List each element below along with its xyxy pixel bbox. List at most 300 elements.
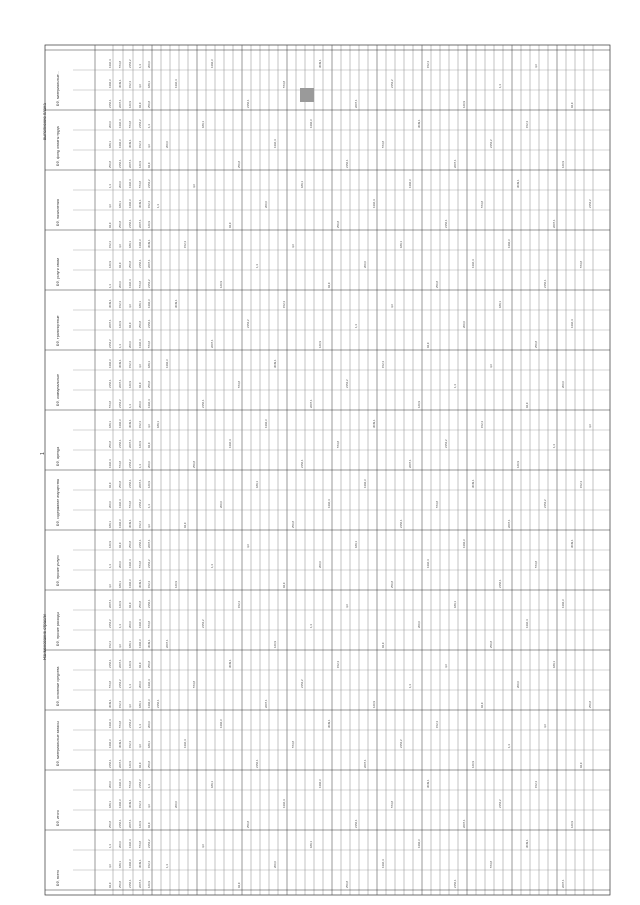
cell-value: 152,3 [525,121,529,128]
cell-value: 250,8 [128,541,132,548]
cell-value: 1366,4 [138,619,142,628]
cell-value: 573,8 [192,681,196,688]
cell-value: 120,9 [147,481,151,488]
cell-value: 1366,4 [570,319,574,328]
cell-value: 250,8 [108,161,112,168]
cell-value: 2156,1 [108,659,112,668]
cell-value: 94,9 [147,162,151,168]
cell-value: 189,1 [108,421,112,428]
cell-value: 152,3 [282,301,286,308]
cell-value: 250,8 [147,661,151,668]
cell-value: 200,0 [147,721,151,728]
cell-value: 1,3 [255,264,259,268]
cell-value: 1366,4 [128,559,132,568]
cell-value: 94,9 [525,402,529,408]
cell-value: 120,9 [174,581,178,588]
cell-value: 573,8 [534,561,538,568]
cell-value: 4,6 [201,844,205,848]
cell-value: 189,1 [108,801,112,808]
cell-value: 2156,1 [453,879,457,888]
cell-value: 1366,4 [108,59,112,68]
cell-value: 94,9 [108,882,112,888]
cell-value: 2156,1 [246,99,250,108]
cell-value: 152,3 [108,641,112,648]
cell-value: 1392,3 [128,859,132,868]
cell-value: 120,9 [138,441,142,448]
cell-value: 4,6 [147,144,151,148]
cell-value: 2156,1 [138,539,142,548]
cell-value: 573,8 [282,81,286,88]
cell-value: 250,8 [118,481,122,488]
cell-value: 189,1 [354,541,358,548]
cell-value: 120,9 [570,821,574,828]
cell-value: 2152,2 [498,799,502,808]
cell-value: 573,8 [138,281,142,288]
cell-value: 2156,1 [147,319,151,328]
cell-value: 1392,3 [147,699,151,708]
cell-value: 120,9 [516,461,520,468]
cell-value: 2152,2 [543,499,547,508]
cell-value: 152,3 [579,481,583,488]
cell-value: 2156,1 [498,579,502,588]
cell-value: 3049,1 [118,359,122,368]
cell-value: 94,9 [480,702,484,708]
cell-value: 2156,1 [108,759,112,768]
cell-value: 3049,1 [118,79,122,88]
cell-value: 4,6 [118,244,122,248]
cell-value: 94,9 [138,662,142,668]
cell-value: 2152,2 [300,679,304,688]
cell-value: 94,9 [228,222,232,228]
cell-value: 94,9 [579,762,583,768]
cell-value: 4,6 [588,424,592,428]
cell-value: 94,9 [147,822,151,828]
cell-value: 1392,3 [138,239,142,248]
cell-value: 1,3 [138,64,142,68]
cell-value: 3049,1 [228,659,232,668]
cell-value: 1392,3 [108,359,112,368]
cell-value: 152,3 [534,781,538,788]
cell-value: 2156,1 [543,279,547,288]
column-header: БФ, всего [56,870,60,886]
cell-value: 189,1 [128,641,132,648]
cell-value: 189,1 [309,841,313,848]
cell-value: 152,3 [435,721,439,728]
cell-value: 2156,1 [108,379,112,388]
cell-value: 2156,1 [118,819,122,828]
cell-value: 200,0 [147,61,151,68]
cell-value: 2156,1 [118,159,122,168]
cell-value: 2607,1 [561,879,565,888]
cell-value: 3049,1 [128,139,132,148]
cell-value: 2607,1 [264,699,268,708]
cell-value: 1366,4 [108,719,112,728]
cell-value: 250,8 [147,381,151,388]
cell-value: 189,1 [210,781,214,788]
cell-value: 152,3 [183,241,187,248]
cell-value: 1,3 [138,724,142,728]
cell-value: 94,9 [327,282,331,288]
cell-value: 3049,1 [128,519,132,528]
cell-value: 152,3 [147,201,151,208]
cell-value: 2607,1 [118,659,122,668]
cell-value: 250,8 [138,601,142,608]
cell-value: 1,3 [408,684,412,688]
cell-value: 200,0 [264,201,268,208]
cell-value: 3049,1 [128,419,132,428]
cell-value: 1392,3 [118,139,122,148]
cell-value: 2607,1 [147,539,151,548]
cell-value: 200,0 [118,561,122,568]
cell-value: 1,3 [156,204,160,208]
cell-value: 250,8 [128,261,132,268]
column-header: БФ, прочие услуги [56,555,60,586]
cell-value: 1,3 [552,444,556,448]
cell-value: 573,8 [118,461,122,468]
cell-value: 2156,1 [444,219,448,228]
cell-value: 1366,4 [372,199,376,208]
cell-value: 3049,1 [118,739,122,748]
cell-value: 120,9 [147,881,151,888]
cell-value: 152,3 [108,241,112,248]
cell-value: 189,1 [201,121,205,128]
cell-value: 2152,2 [138,779,142,788]
cell-value: 152,3 [147,581,151,588]
cell-value: 120,9 [128,381,132,388]
cell-value: 3049,1 [174,299,178,308]
cell-value: 200,0 [516,681,520,688]
cell-value: 152,3 [138,801,142,808]
cell-value: 189,1 [552,661,556,668]
cell-value: 250,8 [390,581,394,588]
cell-value: 189,1 [118,201,122,208]
cell-value: 2152,2 [588,199,592,208]
cell-value: 152,3 [426,61,430,68]
cell-value: 573,8 [138,181,142,188]
cell-value: 573,8 [138,561,142,568]
cell-value: 2607,1 [128,439,132,448]
cell-value: 4,6 [345,604,349,608]
cell-value: 1392,3 [138,639,142,648]
cell-value: 94,9 [183,522,187,528]
cell-value: 1,3 [108,184,112,188]
cell-value: 200,0 [318,561,322,568]
cell-value: 120,9 [118,601,122,608]
cell-value: 2607,1 [138,879,142,888]
cell-value: 4,6 [192,184,196,188]
cell-value: 3049,1 [108,299,112,308]
cell-value: 1,3 [108,844,112,848]
cell-value: 3049,1 [138,859,142,868]
cell-value: 1392,3 [165,359,169,368]
cell-value: 189,1 [453,601,457,608]
cell-value: 1,3 [138,464,142,468]
cell-value: 3049,1 [147,239,151,248]
cell-value: 120,9 [273,641,277,648]
cell-value: 1366,4 [228,439,232,448]
cell-value: 1366,4 [273,139,277,148]
cell-value: 1392,3 [128,579,132,588]
cell-value: 1,3 [108,284,112,288]
cell-value: 1366,4 [147,679,151,688]
cell-value: 4,6 [138,84,142,88]
cell-value: 1392,3 [108,79,112,88]
cell-value: 1366,4 [471,259,475,268]
cell-value: 573,8 [118,721,122,728]
cell-value: 250,8 [336,221,340,228]
cell-value: 1366,4 [128,179,132,188]
cell-value: 2607,1 [363,759,367,768]
cell-value: 2152,2 [108,619,112,628]
cell-value: 573,8 [108,401,112,408]
cell-value: 1,3 [210,564,214,568]
cell-value: 1392,3 [264,419,268,428]
cell-value: 4,6 [128,304,132,308]
cell-value: 120,9 [138,821,142,828]
cell-value: 2152,2 [118,679,122,688]
cell-value: 1,3 [118,624,122,628]
cell-value: 4,6 [138,364,142,368]
side-label-bottom: Наименование отрасли [42,614,47,660]
cell-value: 2152,2 [138,119,142,128]
cell-value: 94,9 [147,442,151,448]
cell-value: 250,8 [246,821,250,828]
cell-value: 120,9 [108,261,112,268]
cell-value: 2152,2 [128,459,132,468]
cell-value: 4,6 [108,584,112,588]
cell-value: 200,0 [417,621,421,628]
cell-value: 250,8 [588,701,592,708]
cell-value: 1392,3 [408,179,412,188]
cell-value: 4,6 [543,724,547,728]
cell-value: 573,8 [579,261,583,268]
cell-value: 189,1 [498,301,502,308]
cell-value: 4,6 [147,804,151,808]
cell-value: 1392,3 [507,239,511,248]
cell-value: 120,9 [128,101,132,108]
cell-value: 4,6 [147,524,151,528]
cell-value: 1,3 [507,744,511,748]
cell-value: 2156,1 [255,759,259,768]
cell-value: 2156,1 [128,219,132,228]
cell-value: 189,1 [138,301,142,308]
cell-value: 2156,1 [399,519,403,528]
cell-value: 2152,2 [444,439,448,448]
cell-value: 4,6 [138,744,142,748]
column-header: БФ, услуги связи [56,257,60,286]
cell-value: 1,3 [498,84,502,88]
cell-value: 573,8 [381,141,385,148]
cell-value: 189,1 [399,241,403,248]
cell-value: 573,8 [118,61,122,68]
cell-value: 189,1 [118,581,122,588]
cell-value: 152,3 [381,361,385,368]
cell-value: 94,9 [138,102,142,108]
cell-value: 1,3 [354,324,358,328]
cell-value: 250,8 [147,761,151,768]
cell-value: 120,9 [372,701,376,708]
cell-value: 1392,3 [128,199,132,208]
cell-value: 2607,1 [118,99,122,108]
cell-value: 152,3 [118,701,122,708]
cell-value: 1,3 [147,124,151,128]
cell-value: 189,1 [147,741,151,748]
cell-value: 200,0 [561,381,565,388]
cell-value: 2156,1 [108,99,112,108]
cell-value: 200,0 [108,501,112,508]
cell-value: 200,0 [118,281,122,288]
cell-value: 2156,1 [345,159,349,168]
cell-value: 2152,2 [138,499,142,508]
cell-value: 94,9 [381,642,385,648]
cell-value: 573,8 [480,201,484,208]
cell-value: 94,9 [128,322,132,328]
cell-value: 189,1 [138,701,142,708]
cell-value: 120,9 [219,281,223,288]
cell-value: 4,6 [444,664,448,668]
cell-value: 1366,4 [118,779,122,788]
cell-value: 3049,1 [471,479,475,488]
cell-value: 2156,1 [147,599,151,608]
cell-value: 120,9 [118,321,122,328]
side-label-top: выполнение плана [42,103,47,140]
cell-value: 2607,1 [138,219,142,228]
cell-value: 2156,1 [156,699,160,708]
cell-value: 1,3 [118,344,122,348]
cell-value: 152,3 [128,361,132,368]
cell-value: 152,3 [118,301,122,308]
cell-value: 120,9 [138,161,142,168]
cell-value: 1366,4 [525,619,529,628]
cell-value: 250,8 [291,521,295,528]
cell-value: 1366,4 [327,499,331,508]
column-header: БФ, транспортные [56,315,60,346]
cell-value: 3049,1 [108,699,112,708]
cell-value: 1,3 [147,504,151,508]
cell-value: 4,6 [291,244,295,248]
cell-value: 1366,4 [381,859,385,868]
cell-value: 1392,3 [561,599,565,608]
cell-value: 120,9 [318,341,322,348]
cell-value: 3049,1 [417,119,421,128]
cell-value: 200,0 [147,461,151,468]
cell-value: 250,8 [534,341,538,348]
cell-value: 2607,1 [108,319,112,328]
cell-value: 250,8 [138,321,142,328]
column-header: БФ, прочие расходы [56,612,60,646]
cell-value: 573,8 [128,781,132,788]
cell-value: 2156,1 [300,459,304,468]
cell-value: 250,8 [118,881,122,888]
cell-value: 200,0 [363,261,367,268]
cell-value: 189,1 [300,181,304,188]
cell-value: 2607,1 [408,459,412,468]
column-header: БФ, основные средства [56,666,60,706]
cell-value: 94,9 [128,602,132,608]
cell-value: 189,1 [128,241,132,248]
cell-value: 1,3 [309,624,313,628]
cell-value: 250,8 [192,461,196,468]
cell-value: 573,8 [138,841,142,848]
cell-value: 1392,3 [219,719,223,728]
cell-value: 573,8 [147,341,151,348]
cell-value: 3049,1 [426,779,430,788]
cell-value: 3049,1 [372,419,376,428]
cell-value: 1366,4 [174,79,178,88]
cell-value: 189,1 [108,521,112,528]
cell-value: 2607,1 [552,219,556,228]
column-header: БФ, начисления [56,199,60,226]
cell-value: 2156,1 [201,399,205,408]
highlighted-cell [300,88,314,102]
cell-value: 200,0 [273,861,277,868]
cell-value: 2607,1 [165,639,169,648]
cell-value: 573,8 [128,501,132,508]
cell-value: 2607,1 [309,399,313,408]
cell-value: 2607,1 [354,99,358,108]
cell-value: 573,8 [489,861,493,868]
cell-value: 189,1 [147,81,151,88]
cell-value: 4,6 [147,424,151,428]
cell-value: 1,3 [108,564,112,568]
cell-value: 2607,1 [118,379,122,388]
cell-value: 2607,1 [453,159,457,168]
cell-value: 1392,3 [108,739,112,748]
page-number: 1 [40,452,46,455]
cell-value: 3049,1 [138,199,142,208]
column-header: БФ, материальные запасы [56,721,60,766]
cell-value: 2156,1 [128,479,132,488]
cell-value: 2152,2 [147,839,151,848]
cell-value: 4,6 [534,64,538,68]
cell-value: 250,8 [108,821,112,828]
cell-value: 2156,1 [128,879,132,888]
cell-value: 1366,4 [183,739,187,748]
cell-value: 2156,1 [354,819,358,828]
cell-value: 120,9 [147,221,151,228]
cell-value: 2607,1 [147,259,151,268]
cell-value: 152,3 [128,741,132,748]
cell-value: 1392,3 [147,299,151,308]
cell-value: 1366,4 [147,399,151,408]
cell-value: 573,8 [435,501,439,508]
cell-value: 152,3 [138,141,142,148]
cell-value: 94,9 [282,582,286,588]
cell-value: 1366,4 [138,339,142,348]
cell-value: 200,0 [118,841,122,848]
cell-value: 152,3 [138,521,142,528]
cell-value: 200,0 [165,141,169,148]
cell-value: 4,6 [128,704,132,708]
cell-value: 1392,3 [462,539,466,548]
cell-value: 250,8 [489,641,493,648]
cell-value: 152,3 [147,861,151,868]
cell-value: 3049,1 [138,579,142,588]
cell-value: 189,1 [108,141,112,148]
cell-value: 3049,1 [147,639,151,648]
cell-value: 1392,3 [118,419,122,428]
cell-value: 573,8 [147,621,151,628]
cell-value: 1366,4 [128,839,132,848]
cell-value: 1366,4 [118,119,122,128]
cell-value: 94,9 [118,262,122,268]
cell-value: 3049,1 [273,359,277,368]
cell-value: 573,8 [128,121,132,128]
cell-value: 3049,1 [525,839,529,848]
cell-value: 2152,2 [345,379,349,388]
cell-value: 250,8 [118,221,122,228]
cell-value: 152,3 [128,81,132,88]
